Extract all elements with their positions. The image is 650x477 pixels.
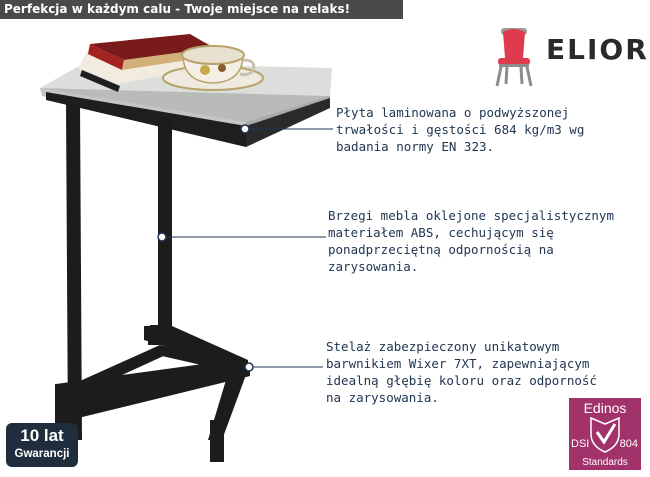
feature-frame-text: Stelaż zabezpieczony unikatowym barwnikiem Wixer 7XT, zapewniającym idealną głębię koloru oraz odporność na zarysowania. [326,339,597,405]
certificate-badge [569,398,641,470]
table-frame [55,103,250,462]
warranty-years: 10 lat [20,426,64,445]
certificate-brand: Edinos [583,400,627,416]
feature-tabletop-text: Płyta laminowana o podwyższonej trwałości i gęstości 684 kg/m3 wg badania normy EN 323. [336,105,585,154]
warranty-label: Gwarancji [14,448,70,460]
certificate-code-right: 804 [619,438,638,450]
check-shield-icon [569,416,641,456]
certificate-code-left: DSI [571,438,590,450]
brand-name: ELIOR [546,33,649,66]
certificate-standards: Standards [582,457,628,468]
warranty-badge [6,423,78,467]
callout-frame [245,363,323,371]
promo-banner: Perfekcja w każdym calu - Twoje miejsce na relaks! [0,0,403,19]
feature-edges-text: Brzegi mebla oklejone specjalistycznym materiałem ABS, cechującym się ponadprzeciętną odpornością na zarysowania. [328,208,614,274]
callout-edges [158,233,326,241]
